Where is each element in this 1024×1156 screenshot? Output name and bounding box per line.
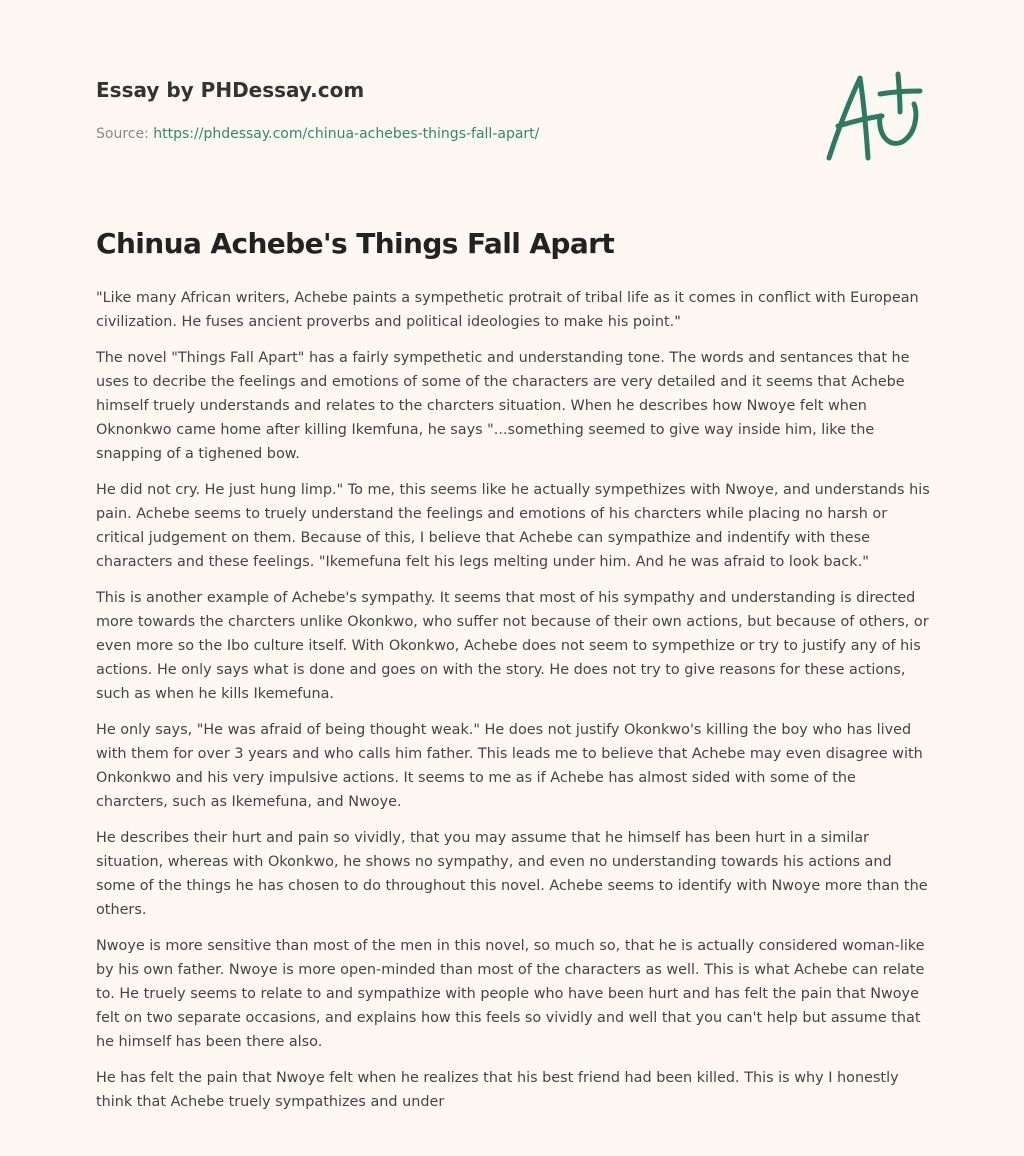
source-label: Source: xyxy=(96,126,154,142)
paragraph: Nwoye is more sensitive than most of the men in this novel, so much so, that he is actually considered woman-like by his own father. Nwoye is more open-minded than most of the characters as well. This is what Achebe can relate to. He truely seems to relate to and sympathize with people who have been hurt and has felt the pain that Nwoye felt on two separate occasions, and explains how this feels so vividly and well that you can't help but assume that he himself has been there also. xyxy=(96,938,925,1050)
site-title: Essay by PHDessay.com xyxy=(96,78,365,102)
source-line xyxy=(96,124,796,144)
paragraph: He only says, "He was afraid of being thought weak." He does not justify Okonkwo's killing the boy who has lived with them for over 3 years and who calls him father. This leads me to believe that Achebe may even disagree with Onkonkwo and his very impulsive actions. It seems to me as if Achebe has almost sided with some of the charcters, such as Ikemefuna, and Nwoye. xyxy=(96,722,923,810)
a-plus-logo-icon xyxy=(822,68,926,164)
paragraph: This is another example of Achebe's sympathy. It seems that most of his sympathy and understanding is directed more towards the charcters unlike Okonkwo, who suffer not because of their own actions, but because of others, or even more so the Ibo culture itself. With Okonkwo, Achebe does not seem to sympethize or try to justify any of his actions. He only says what is done and goes on with the story. He does not try to give reasons for these actions, such as when he kills Ikemefuna. xyxy=(96,590,929,702)
paragraph: He did not cry. He just hung limp." To me, this seems like he actually sympethizes with Nwoye, and understands his pain. Achebe seems to truely understand the feelings and emotions of his charcters while placing no harsh or critical judgement on them. Because of this, I believe that Achebe can sympathize and indentify with these characters and these feelings. "Ikemefuna felt his legs melting under him. And he was afraid to look back." xyxy=(96,482,930,570)
paragraph: He has felt the pain that Nwoye felt when he realizes that his best friend had been killed. This is why I honestly think that Achebe truely sympathizes and under xyxy=(96,1070,899,1110)
paragraph: He describes their hurt and pain so vividly, that you may assume that he himself has been hurt in a similar situation, whereas with Okonkwo, he shows no sympathy, and even no understanding towards his actions and some of the things he has chosen to do throughout this novel. Achebe seems to identify with Nwoye more than the others. xyxy=(96,830,928,918)
page-header xyxy=(96,72,796,144)
paragraph: The novel "Things Fall Apart" has a fairly sympethetic and understanding tone. The words and sentances that he uses to decribe the feelings and emotions of some of the characters are very detailed and it seems that Achebe himself truely understands and relates to the charcters situation. When he describes how Nwoye felt when Oknonkwo came home after killing Ikemfuna, he says "...something seemed to give way inside him, like the snapping of a tighened bow. xyxy=(96,350,910,462)
document-title: Chinua Achebe's Things Fall Apart xyxy=(96,227,615,260)
essay-body xyxy=(96,286,932,1126)
source-link[interactable]: https://phdessay.com/chinua-achebes-things-fall-apart/ xyxy=(153,126,540,142)
paragraph: "Like many African writers, Achebe paints a sympethetic protrait of tribal life as it comes in conflict with European civilization. He fuses ancient proverbs and political ideologies to make his point." xyxy=(96,290,919,330)
